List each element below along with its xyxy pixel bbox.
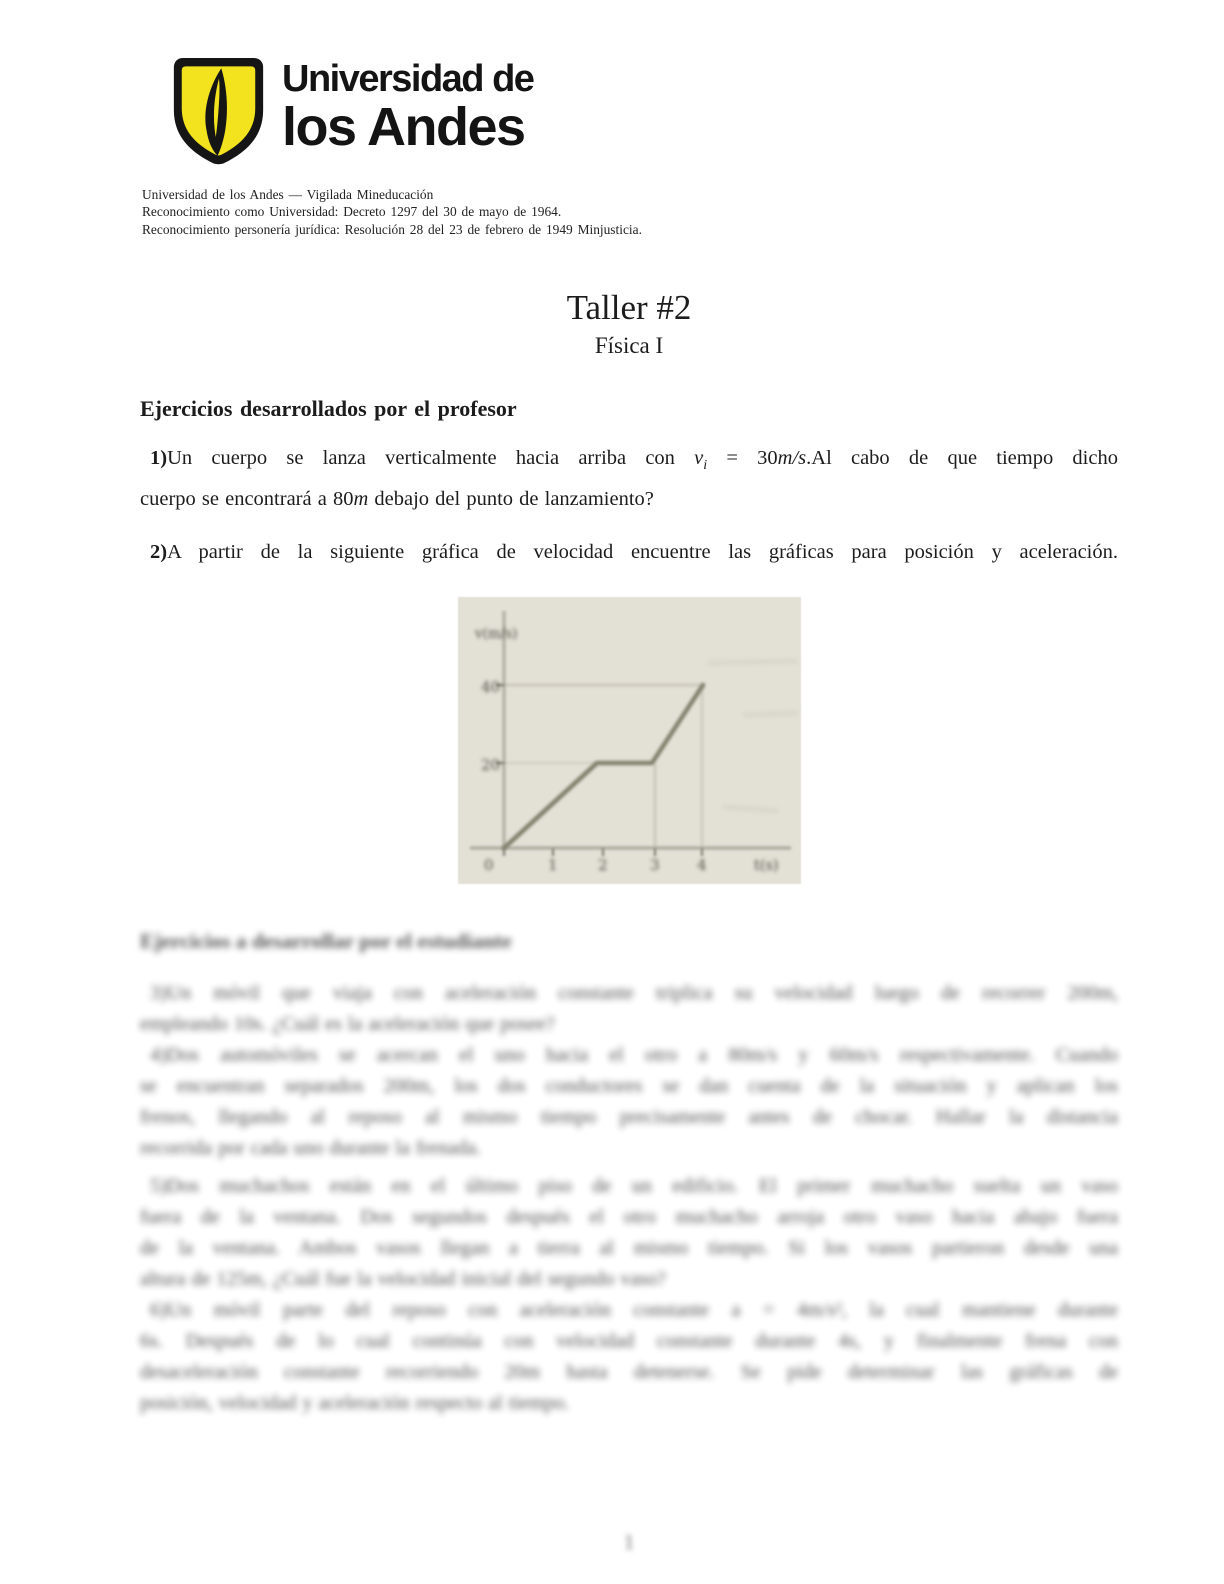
math-v-subscript: i (703, 458, 708, 474)
blurred-line: 3)Un móvil que viaja con aceleración constante triplica su velocidad luego de recorrer 200m, (150, 982, 1118, 1004)
legal-line: Universidad de los Andes — Vigilada Mineducación (142, 187, 434, 202)
x-tick-0: 0 (484, 856, 494, 874)
y-axis-label: v(m/s) (475, 626, 518, 642)
x-tick-2: 2 (598, 856, 608, 874)
blurred-line: frenos, llegando al reposo al mismo tiempo precisamente antes de chocar. Hallar la distancia (140, 1106, 1118, 1128)
y-tick-20: 20 (481, 756, 501, 774)
wordmark-line2: los Andes (282, 97, 525, 157)
problem-5-blurred (140, 1171, 1118, 1295)
blurred-line: 6)Un móvil parte del reposo con aceleración constante a = 4m/s², la cual mantiene durante (150, 1299, 1118, 1321)
problem-1-text: Un cuerpo se lanza verticalmente hacia arriba con (167, 447, 695, 469)
blurred-line: 4)Dos automóviles se acercan el uno hacia el otro a 80m/s y 60m/s respectivamente. Cuando (150, 1044, 1118, 1066)
problem-4-blurred (140, 1040, 1118, 1164)
uniandes-shield-icon (172, 56, 265, 168)
problem-1-line-1 (140, 442, 1118, 483)
problem-1-number: 1) (150, 447, 168, 469)
problem-2-number: 2) (150, 541, 168, 563)
section-heading-student-blurred: Ejercicios a desarrollar por el estudiante (140, 929, 512, 953)
problem-3-blurred (140, 978, 1118, 1040)
math-m: m (353, 487, 369, 510)
blurred-line: de la ventana. Ambos vasos llegan a tierra al mismo tiempo. Si los vasos partieron desde una (140, 1237, 1118, 1259)
problem-1-text: cuerpo se encontrará a 80 (140, 487, 354, 510)
problem-2-line-1 (140, 536, 1118, 569)
x-tick-4: 4 (697, 856, 707, 874)
y-tick-40: 40 (481, 678, 501, 696)
section-heading-professor: Ejercicios desarrollados por el profesor (140, 396, 517, 421)
blurred-line: 5)Dos muchachos están en el último piso de un edificio. El primer muchacho suelta un vaso (150, 1175, 1118, 1197)
blurred-line: desaceleración constante recorriendo 20m hasta detenerse. Se pide determinar las gráficas de (140, 1361, 1118, 1383)
wordmark-line1: Universidad de (282, 58, 534, 100)
legal-lines (142, 186, 642, 238)
blurred-line: posición, velocidad y aceleración respecto al tiempo. (140, 1392, 570, 1414)
legal-line: Reconocimiento como Universidad: Decreto 1297 del 30 de mayo de 1964. (142, 204, 562, 220)
math-equals: = 30 (707, 447, 778, 469)
page-subtitle: Física I (594, 333, 664, 358)
page-number: 1 (623, 1530, 635, 1554)
page-title: Taller #2 (566, 288, 692, 327)
uniandes-wordmark (282, 56, 534, 157)
blurred-line: altura de 125m, ¿Cuál fue la velocidad inicial del segundo vaso? (140, 1268, 666, 1290)
blurred-line: fuera de la ventana. Dos segundos después el otro muchacho arroja otro vaso hacia abajo fuera (140, 1206, 1118, 1228)
x-tick-1: 1 (548, 856, 558, 874)
problem-6-blurred (140, 1295, 1118, 1419)
x-tick-3: 3 (650, 856, 660, 874)
problem-2-text: A partir de la siguiente gráfica de velocidad encuentre las gráficas para posición y aceleración. (167, 541, 1118, 563)
velocity-time-graph (458, 597, 801, 884)
velocity-time-graph-image (458, 597, 801, 884)
blurred-line: 6s. Después de lo cual continúa con velocidad constante durante 4s, y finalmente frena con (140, 1330, 1118, 1352)
problem-1-text: debajo del punto de lanzamiento? (368, 487, 654, 510)
blurred-line: se encuentran separados 200m, los dos conductores se dan cuenta de la situación y aplican los (140, 1075, 1118, 1097)
blurred-line: empleando 10s. ¿Cuál es la aceleración que posee? (140, 1013, 555, 1035)
problem-1-line-2 (140, 483, 1118, 516)
math-units: m/s (777, 447, 807, 469)
x-axis-label: t(s) (754, 858, 779, 874)
problem-1-text: .Al cabo de que tiempo dicho (806, 447, 1118, 469)
blurred-line: recorrida por cada uno durante la frenada. (140, 1137, 481, 1159)
problem-2 (140, 536, 1118, 569)
math-v: v (694, 447, 704, 469)
legal-line: Reconocimiento personería jurídica: Resolución 28 del 23 de febrero de 1949 Minjusticia. (142, 221, 642, 237)
problem-1 (140, 442, 1118, 515)
uniandes-logo (172, 56, 533, 168)
title-block (140, 288, 1118, 361)
